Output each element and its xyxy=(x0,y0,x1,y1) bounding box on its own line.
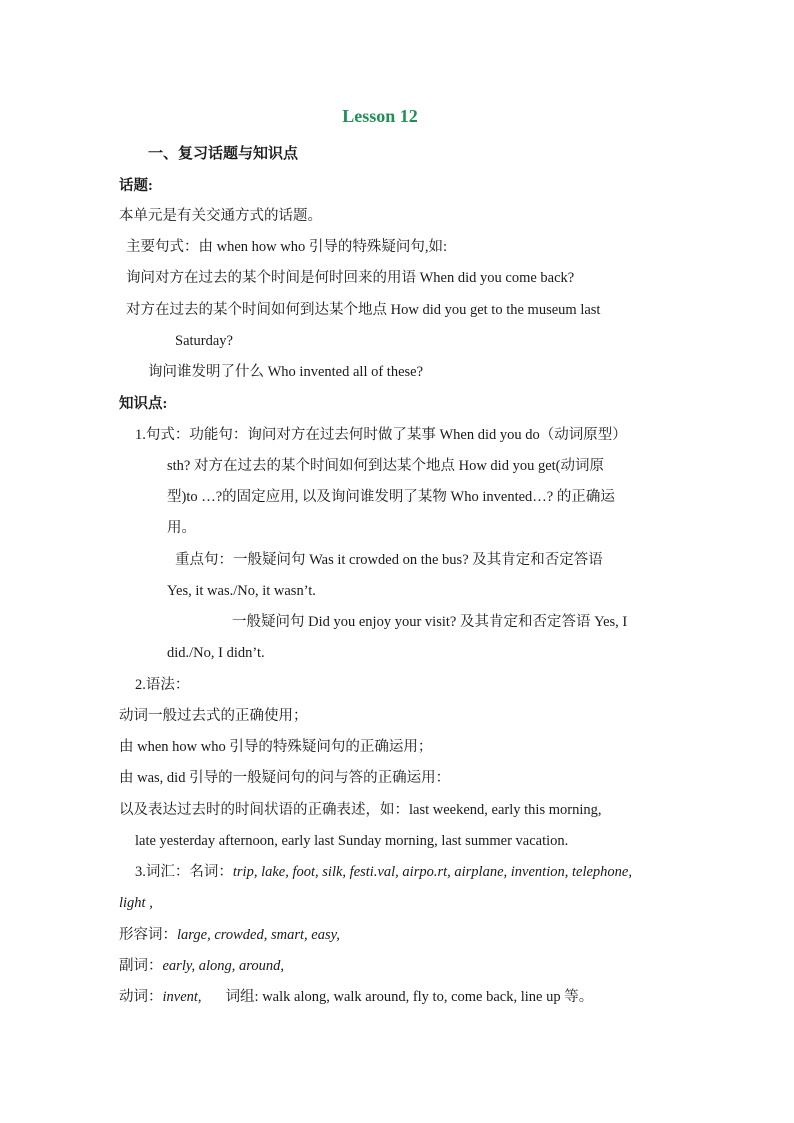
grammar-point2: 由 when how who 引导的特殊疑问句的正确运用； xyxy=(119,739,433,755)
key-sentence2-line2: did./No, I didn’t. xyxy=(167,645,265,661)
item1-line1: 1.句式：功能句：询问对方在过去何时做了某事 When did you do（动词原型） xyxy=(135,427,627,443)
item2-grammar: 2.语法： xyxy=(135,677,190,693)
vocab-adjectives xyxy=(119,925,340,945)
key-sentence1-line1: 重点句：一般疑问句 Was it crowded on the bus? 及其肯定和否定答语 xyxy=(175,552,603,568)
grammar-point4-line1: 以及表达过去时的时间状语的正确表述，如：last weekend, early this morning, xyxy=(119,802,602,818)
verb-words: invent, xyxy=(162,989,202,1005)
item1-line3: 型)to …?的固定应用, 以及询问谁发明了某物 Who invented…? 的正确运 xyxy=(167,489,615,505)
pattern-how-line1: 对方在过去的某个时间如何到达某个地点 How did you get to the museum last xyxy=(126,302,601,318)
section-heading: 一、复习话题与知识点 xyxy=(148,146,299,162)
grammar-point4-line2: late yesterday afternoon, early last Sunday morning, last summer vacation. xyxy=(135,833,569,849)
vocab-nouns-line2: light , xyxy=(119,895,153,911)
topic-label: 话题: xyxy=(119,178,153,194)
grammar-point1: 动词一般过去式的正确使用； xyxy=(119,708,308,724)
vocab-nouns-label: 3.词汇：名词： xyxy=(135,864,233,880)
phrase-text: 词组: walk along, walk around, fly to, come back, line up 等。 xyxy=(225,989,594,1005)
adv-label: 副词： xyxy=(119,958,163,974)
lesson-title: Lesson 12 xyxy=(342,106,418,126)
item1-line2: sth? 对方在过去的某个时间如何到达某个地点 How did you get(动词原 xyxy=(167,458,604,474)
pattern-how-line2: Saturday? xyxy=(175,333,233,349)
knowledge-label: 知识点: xyxy=(119,396,168,412)
topic-intro: 本单元是有关交通方式的话题。 xyxy=(119,208,322,224)
vocab-nouns-words: trip, lake, foot, silk, festi.val, airpo.rt, airplane, invention, telephone, xyxy=(232,864,632,880)
adv-words: early, along, around, xyxy=(162,958,285,974)
adj-label: 形容词： xyxy=(119,927,177,943)
verb-label: 动词： xyxy=(119,989,163,1005)
pattern-who: 询问谁发明了什么 Who invented all of these? xyxy=(148,364,424,380)
grammar-point3: 由 was, did 引导的一般疑问句的问与答的正确运用： xyxy=(119,770,451,786)
pattern-when: 询问对方在过去的某个时间是何时回来的用语 When did you come back? xyxy=(126,270,575,286)
adj-words: large, crowded, smart, easy, xyxy=(177,927,340,943)
vocab-verbs xyxy=(119,987,593,1007)
vocab-nouns-line1 xyxy=(135,862,632,882)
key-sentence1-line2: Yes, it was./No, it wasn’t. xyxy=(167,583,316,599)
main-patterns: 主要句式：由 when how who 引导的特殊疑问句,如: xyxy=(126,239,448,255)
vocab-adverbs xyxy=(119,956,284,976)
item1-line4: 用。 xyxy=(167,520,196,536)
key-sentence2-line1: 一般疑问句 Did you enjoy your visit? 及其肯定和否定答语 Yes, I xyxy=(232,614,628,630)
